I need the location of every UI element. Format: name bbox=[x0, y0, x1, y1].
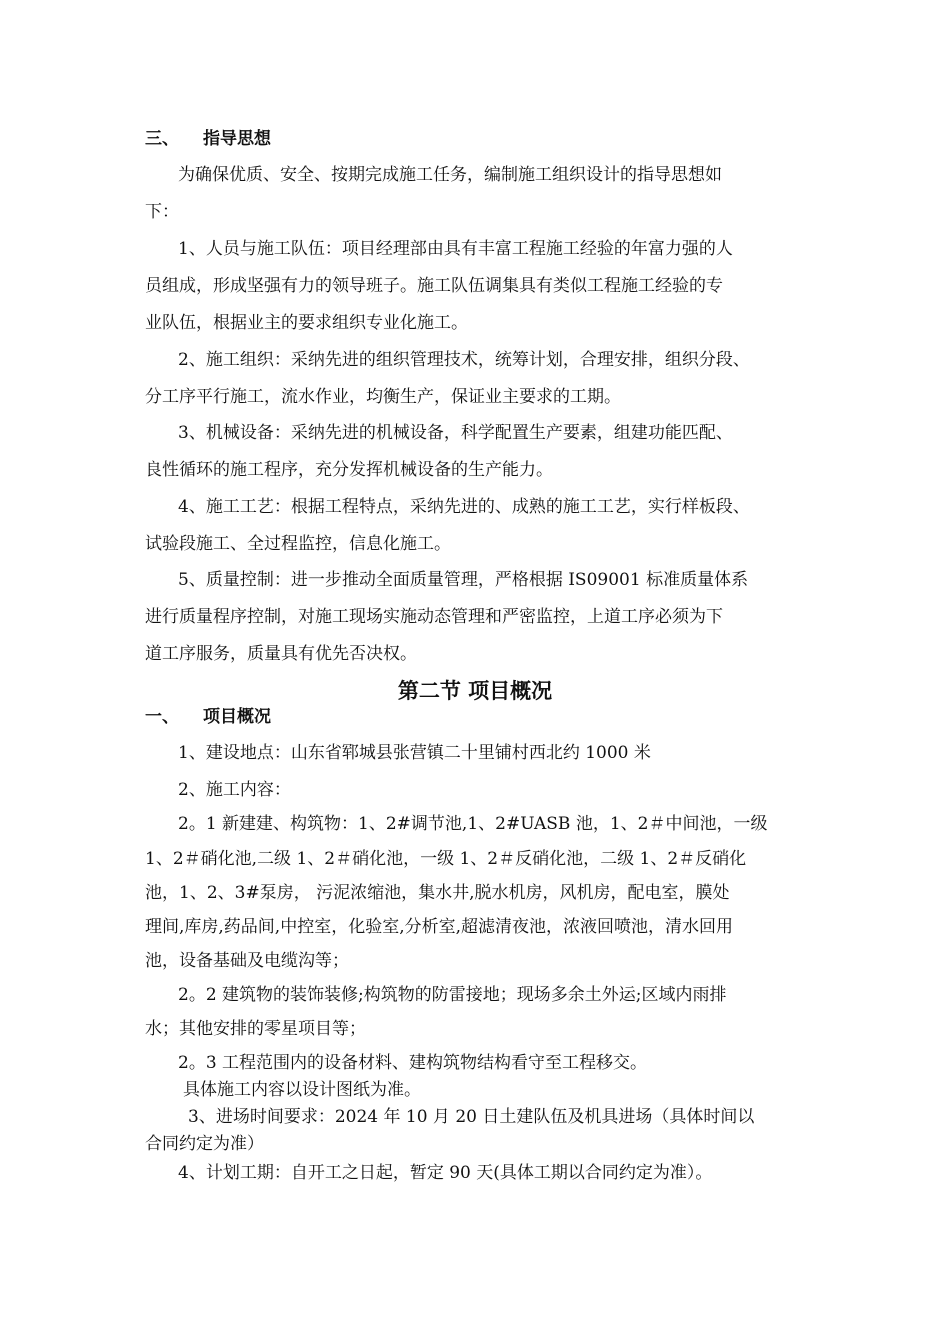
paragraph-line: 分工序平行施工，流水作业，均衡生产，保证业主要求的工期。 bbox=[145, 387, 621, 407]
paragraph-line: 1、建设地点：山东省郓城县张营镇二十里铺村西北约 1000 米 bbox=[178, 743, 651, 763]
paragraph-line: 进行质量程序控制，对施工现场实施动态管理和严密监控，上道工序必须为下 bbox=[145, 607, 723, 627]
paragraph-line: 员组成，形成坚强有力的领导班子。施工队伍调集具有类似工程施工经验的专 bbox=[145, 276, 723, 296]
paragraph-line: 3、进场时间要求：2024 年 10 月 20 日土建队伍及机具进场（具体时间以 bbox=[188, 1107, 755, 1127]
paragraph-line: 1、人员与施工队伍：项目经理部由具有丰富工程施工经验的年富力强的人 bbox=[178, 239, 733, 259]
paragraph-line: 下： bbox=[145, 202, 179, 222]
paragraph-line: 1、2＃硝化池,二级 1、2＃硝化池，一级 1、2＃反硝化池，二级 1、2＃反硝化 bbox=[145, 849, 747, 869]
heading-number: 三、 bbox=[145, 129, 179, 149]
paragraph-line: 良性循环的施工程序，充分发挥机械设备的生产能力。 bbox=[145, 460, 553, 480]
paragraph-line: 为确保优质、安全、按期完成施工任务，编制施工组织设计的指导思想如 bbox=[178, 165, 722, 185]
paragraph-line: 2。2 建筑物的装饰装修;构筑物的防雷接地；现场多余土外运;区域内雨排 bbox=[178, 985, 727, 1005]
paragraph-line: 理间,库房,药品间,中控室，化验室,分析室,超滤清夜池，浓液回喷池，清水回用 bbox=[145, 917, 734, 937]
section-title: 第二节 项目概况 bbox=[397, 678, 553, 703]
paragraph-line: 道工序服务，质量具有优先否决权。 bbox=[145, 644, 417, 664]
paragraph-line: 5、质量控制：进一步推动全面质量管理，严格根据 IS09001 标准质量体系 bbox=[178, 570, 749, 590]
paragraph-line: 2、施工组织：采纳先进的组织管理技术，统筹计划，合理安排，组织分段、 bbox=[178, 350, 750, 370]
paragraph-line: 4、施工工艺：根据工程特点，采纳先进的、成熟的施工工艺，实行样板段、 bbox=[178, 497, 750, 517]
paragraph-line: 4、计划工期：自开工之日起，暂定 90 天(具体工期以合同约定为准）。 bbox=[178, 1163, 713, 1183]
heading-number: 一、 bbox=[145, 707, 179, 727]
paragraph-line: 具体施工内容以设计图纸为准。 bbox=[183, 1080, 421, 1100]
paragraph-line: 业队伍，根据业主的要求组织专业化施工。 bbox=[145, 313, 468, 333]
heading-title: 项目概况 bbox=[203, 707, 271, 727]
heading-project-overview bbox=[145, 706, 271, 728]
paragraph-line: 池，设备基础及电缆沟等； bbox=[145, 951, 349, 971]
paragraph-line: 3、机械设备：采纳先进的机械设备，科学配置生产要素，组建功能匹配、 bbox=[178, 423, 733, 443]
paragraph-line: 2。1 新建建、构筑物：1、2#调节池,1、2#UASB 池，1、2＃中间池，一级 bbox=[178, 814, 768, 834]
paragraph-line: 2、施工内容： bbox=[178, 780, 291, 800]
paragraph-line: 合同约定为准） bbox=[145, 1134, 264, 1154]
heading-guiding-ideology bbox=[145, 128, 271, 150]
heading-title: 指导思想 bbox=[203, 129, 271, 149]
paragraph-line: 试验段施工、全过程监控，信息化施工。 bbox=[145, 534, 451, 554]
paragraph-line: 池，1、2、3#泵房， 污泥浓缩池，集水井,脱水机房，风机房，配电室，膜处 bbox=[145, 883, 730, 903]
paragraph-line: 水；其他安排的零星项目等； bbox=[145, 1019, 366, 1039]
paragraph-line: 2。3 工程范围内的设备材料、建构筑物结构看守至工程移交。 bbox=[178, 1053, 648, 1073]
